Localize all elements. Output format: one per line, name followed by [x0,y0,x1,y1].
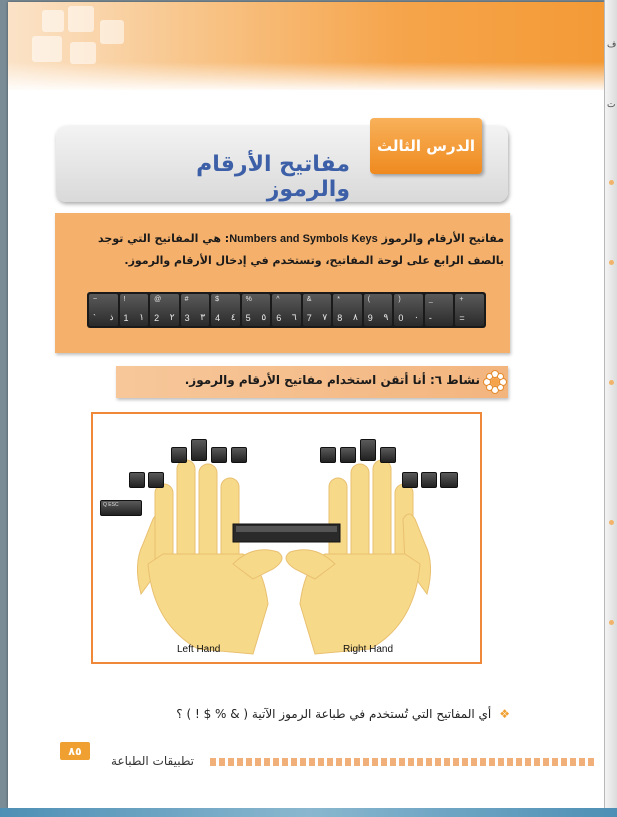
side-dot [609,620,614,625]
finger-key [320,447,336,463]
finger-key [211,447,227,463]
activity-flower-icon [482,369,508,395]
hands-illustration [93,414,480,662]
definition-term-en: Numbers and Symbols Keys [229,233,378,245]
finger-key [380,447,396,463]
side-dot [609,260,614,265]
finger-key [340,447,356,463]
definition-body: : هي المفاتيح التي توجد بالصف الرابع على لوحة المفاتيح، وتستخدم في إدخال الأرقام والرموز. [98,232,504,267]
next-page-edge [604,0,617,817]
side-dot [609,520,614,525]
finger-key [148,472,164,488]
key: ( 9 ٩ [364,294,393,326]
finger-key [440,472,458,488]
banner-square [100,20,124,44]
side-glyph: ت [607,100,616,110]
key: ) 0 ٠ [394,294,423,326]
finger-key [231,447,247,463]
lesson-title: مفاتيح الأرقام والرموز [196,152,350,202]
finger-key [171,447,187,463]
textbook-page [8,2,604,808]
key: ^ 6 ٦ [272,294,301,326]
bullet-icon: ❖ [499,707,510,721]
key: * 8 ٨ [333,294,362,326]
finger-key [402,472,418,488]
lesson-tab: الدرس الثالث [370,118,482,174]
left-hand-label: Left Hand [177,644,221,655]
banner-square [42,10,64,32]
left-hand [137,460,282,654]
key: & 7 ٧ [303,294,332,326]
side-dot [609,380,614,385]
side-glyph: ف [607,40,617,50]
banner-square [68,6,94,32]
banner-square [70,42,96,64]
bottom-edge [0,808,617,817]
finger-key [360,439,376,461]
space-bar-highlight [236,526,337,532]
side-dot [609,180,614,185]
key: ~ ` ذ [89,294,118,326]
finger-key [129,472,145,488]
finger-key [191,439,207,461]
question-text [150,707,510,721]
page-number: ٨٥ [60,742,90,760]
key: @ 2 ٢ [150,294,179,326]
definition-text [70,228,504,272]
banner-fade [8,62,604,92]
activity-text: نشاط ٦: أنا أتقن استخدام مفاتيح الأرقام والرموز. [184,373,480,387]
key: ! 1 ١ [120,294,149,326]
key: + = [455,294,484,326]
key: # 3 ٣ [181,294,210,326]
right-hand [286,460,431,654]
footer-dotted-line [210,758,595,766]
esc-key: Q ESC [100,500,142,516]
number-row-keyboard [87,292,486,328]
question-body: أي المفاتيح التي تُستخدم في طباعة الرموز الآتية ( & % $ ! ) ؟ [176,707,492,721]
hands-figure [91,412,482,664]
banner-square [32,36,62,62]
definition-term-ar: مفاتيح الأرقام والرموز [381,232,504,245]
finger-key [421,472,437,488]
right-hand-label: Right Hand [343,644,394,655]
key: _ - [425,294,454,326]
key: % 5 ٥ [242,294,271,326]
key: $ 4 ٤ [211,294,240,326]
book-name: تطبيقات الطباعة [111,754,194,768]
